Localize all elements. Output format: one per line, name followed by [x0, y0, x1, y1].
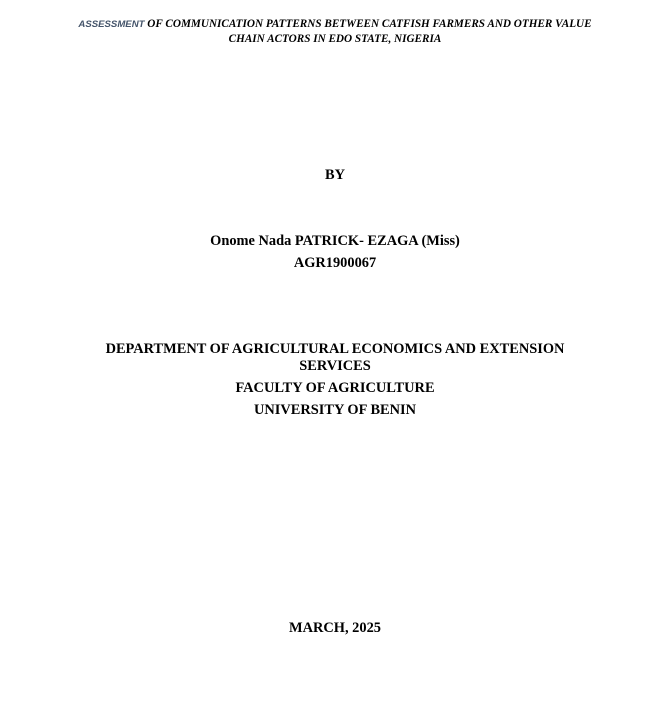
author-name: Onome Nada PATRICK- EZAGA (Miss)	[210, 233, 460, 249]
matric-number: AGR1900067	[293, 255, 377, 271]
header-title-rest: OF COMMUNICATION PATTERNS BETWEEN CATFISH FARMERS AND OTHER VALUE CHAIN ACTORS IN EDO STATE, NIGERIA	[144, 18, 592, 45]
department-name: DEPARTMENT OF AGRICULTURAL ECONOMICS AND EXTENSION SERVICES	[105, 341, 565, 374]
running-header-title	[60, 17, 610, 46]
header-highlight-word: ASSESSMENT	[78, 19, 145, 30]
faculty-name: FACULTY OF AGRICULTURE	[235, 380, 435, 396]
submission-date: MARCH, 2025	[289, 620, 381, 636]
university-name: UNIVERSITY OF BENIN	[253, 402, 417, 418]
by-label: BY	[325, 167, 345, 183]
